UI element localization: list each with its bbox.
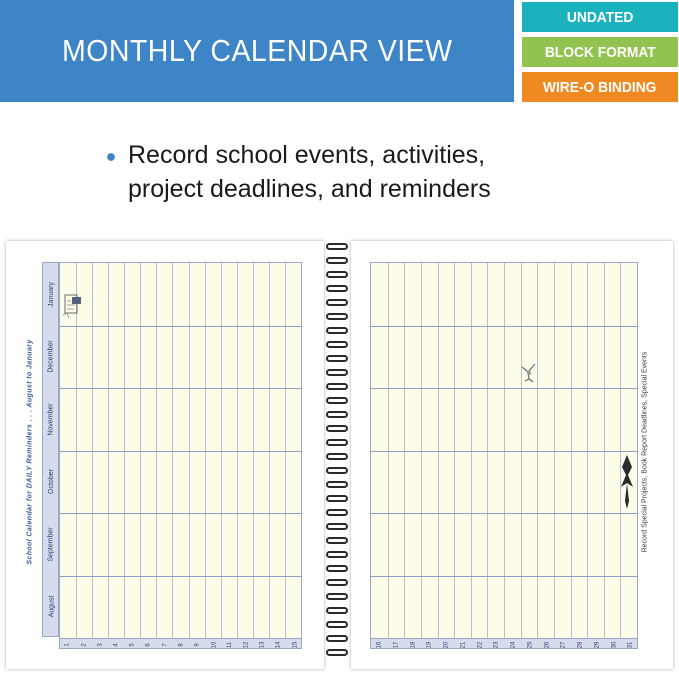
calendar-grid-left bbox=[59, 262, 302, 639]
day-number: 5 bbox=[129, 642, 136, 647]
spiral-coil bbox=[326, 285, 348, 292]
tag-undated: UNDATED bbox=[522, 2, 678, 32]
spiral-coil bbox=[326, 327, 348, 334]
day-number: 9 bbox=[194, 642, 201, 647]
day-number: 18 bbox=[409, 641, 416, 648]
grid-row-line bbox=[60, 513, 301, 514]
spiral-coil bbox=[326, 369, 348, 376]
month-label: January bbox=[48, 281, 55, 307]
month-label: October bbox=[48, 469, 55, 495]
grid-row-line bbox=[60, 326, 301, 327]
spiral-coil bbox=[326, 439, 348, 446]
tag-wire-o-binding: WIRE-O BINDING bbox=[522, 72, 678, 102]
day-number: 23 bbox=[493, 641, 500, 648]
grid-row-line bbox=[371, 388, 637, 389]
spiral-coil bbox=[326, 271, 348, 278]
feature-line-1: Record school events, activities, bbox=[128, 141, 486, 169]
month-labels bbox=[42, 262, 59, 637]
day-numbers-left bbox=[59, 638, 302, 649]
day-number: 8 bbox=[178, 642, 185, 647]
day-numbers-right bbox=[370, 638, 638, 649]
day-number: 26 bbox=[543, 641, 550, 648]
day-number: 2 bbox=[81, 642, 88, 647]
spiral-coil bbox=[326, 579, 348, 586]
day-number: 4 bbox=[113, 642, 120, 647]
day-number: 17 bbox=[393, 641, 400, 648]
day-number: 22 bbox=[476, 641, 483, 648]
planner-left-page: School Calendar for DAILY Reminders . . . August to January January December November October September August 1 2 3 4 5 6 7 8 9 10 11 12 13 14 15 bbox=[6, 241, 324, 669]
clipboard-doodle-icon bbox=[61, 291, 83, 321]
title-banner bbox=[0, 0, 514, 102]
spiral-coil bbox=[326, 621, 348, 628]
month-label: August bbox=[48, 595, 56, 618]
grid-row-line bbox=[371, 451, 637, 452]
spiral-coil bbox=[326, 411, 348, 418]
day-number: 27 bbox=[560, 641, 567, 648]
bird-doodle-icon bbox=[519, 361, 539, 387]
day-number: 13 bbox=[259, 641, 266, 648]
bullet-icon bbox=[107, 153, 115, 161]
spiral-coil bbox=[326, 341, 348, 348]
month-label: December bbox=[48, 340, 56, 373]
spiral-coil bbox=[326, 523, 348, 530]
spiral-coil bbox=[326, 383, 348, 390]
month-label: September bbox=[48, 527, 55, 562]
day-number: 11 bbox=[227, 641, 234, 648]
day-number: 1 bbox=[65, 642, 72, 647]
spiral-coil bbox=[326, 397, 348, 404]
spiral-coil bbox=[326, 649, 348, 656]
grid-row-line bbox=[371, 326, 637, 327]
spiral-coil bbox=[326, 313, 348, 320]
spiral-coil bbox=[326, 425, 348, 432]
day-number: 24 bbox=[510, 641, 517, 648]
spiral-coil bbox=[326, 467, 348, 474]
day-number: 21 bbox=[460, 641, 467, 648]
feature-line-2: project deadlines, and reminders bbox=[128, 175, 491, 203]
grid-row-line bbox=[371, 576, 637, 577]
day-number: 20 bbox=[443, 641, 450, 648]
grid-row-line bbox=[60, 388, 301, 389]
spiral-coil bbox=[326, 481, 348, 488]
spiral-coil bbox=[326, 299, 348, 306]
grid-row-line bbox=[60, 576, 301, 577]
spiral-coil bbox=[326, 243, 348, 250]
spiral-coil bbox=[326, 509, 348, 516]
spiral-coil bbox=[326, 537, 348, 544]
spiral-coil bbox=[326, 551, 348, 558]
banner-title: MONTHLY CALENDAR VIEW bbox=[61, 33, 453, 68]
day-number: 12 bbox=[243, 641, 250, 648]
day-number: 7 bbox=[162, 642, 169, 647]
day-number: 6 bbox=[146, 642, 153, 647]
tag-block-format: BLOCK FORMAT bbox=[522, 37, 678, 67]
spiral-coil bbox=[326, 453, 348, 460]
spiral-coil bbox=[326, 495, 348, 502]
day-number: 3 bbox=[97, 642, 104, 647]
spiral-coil bbox=[326, 607, 348, 614]
day-number: 19 bbox=[426, 641, 433, 648]
spiral-coil bbox=[326, 593, 348, 600]
day-number: 16 bbox=[376, 641, 383, 648]
grid-row-line bbox=[371, 513, 637, 514]
day-number: 10 bbox=[210, 641, 217, 648]
spiral-coil bbox=[326, 635, 348, 642]
spiral-coil bbox=[326, 257, 348, 264]
day-number: 29 bbox=[594, 641, 601, 648]
day-number: 15 bbox=[291, 641, 298, 648]
grid-row-line bbox=[60, 451, 301, 452]
day-number: 28 bbox=[577, 641, 584, 648]
planner-right-page: 16 17 18 19 20 21 22 23 24 25 26 27 28 29 30 31 Record Special Projects, Book Report Deadlines, Special Events bbox=[351, 241, 673, 669]
spiral-binding-icon bbox=[326, 243, 348, 663]
day-number: 31 bbox=[627, 641, 634, 648]
day-number: 25 bbox=[527, 641, 534, 648]
calendar-grid-right bbox=[370, 262, 638, 639]
spiral-coil bbox=[326, 355, 348, 362]
day-number: 30 bbox=[610, 641, 617, 648]
bat-doodle-icon bbox=[619, 453, 635, 511]
feature-text bbox=[128, 138, 558, 206]
day-number: 14 bbox=[275, 641, 282, 648]
spiral-coil bbox=[326, 565, 348, 572]
month-label: November bbox=[48, 403, 56, 436]
